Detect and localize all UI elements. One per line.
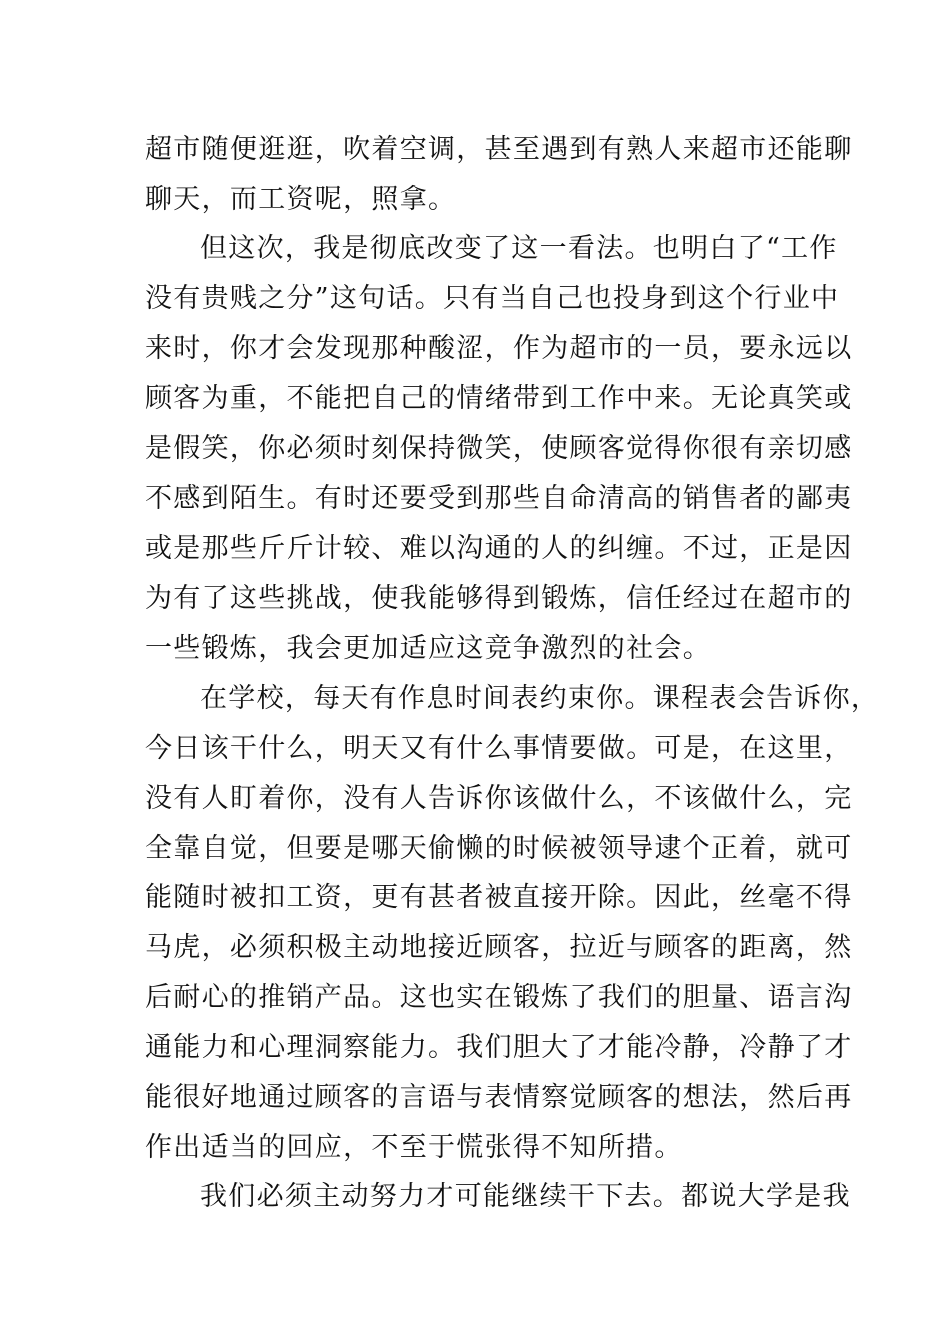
text-line-10: 为有了这些挑战，使我能够得到锻炼，信任经过在超市的 — [145, 583, 853, 614]
text-line-12: 在学校，每天有作息时间表约束你。课程表会告诉你， — [200, 683, 880, 714]
text-line-18: 后耐心的推销产品。这也实在锻炼了我们的胆量、语言沟 — [145, 982, 853, 1013]
text-line-19: 通能力和心理洞察能力。我们胆大了才能冷静，冷静了才 — [145, 1032, 853, 1063]
text-line-13: 今日该干什么，明天又有什么事情要做。可是，在这里， — [145, 733, 853, 764]
text-line-22: 我们必须主动努力才可能继续干下去。都说大学是我 — [200, 1181, 851, 1212]
text-line-8: 不感到陌生。有时还要受到那些自命清高的销售者的鄙夷 — [145, 483, 853, 514]
text-line-4: 没有贵贱之分”这句话。只有当自己也投身到这个行业中 — [145, 283, 840, 314]
text-line-17: 马虎，必须积极主动地接近顾客，拉近与顾客的距离，然 — [145, 932, 853, 963]
text-line-21: 作出适当的回应，不至于慌张得不知所措。 — [145, 1132, 683, 1163]
text-line-15: 全靠自觉，但要是哪天偷懒的时候被领导逮个正着，就可 — [145, 833, 853, 864]
text-line-1: 超市随便逛逛，吹着空调，甚至遇到有熟人来超市还能聊 — [145, 134, 853, 165]
text-line-3: 但这次，我是彻底改变了这一看法。也明白了“工作 — [200, 233, 838, 264]
text-line-2: 聊天，而工资呢，照拿。 — [145, 184, 457, 215]
text-line-14: 没有人盯着你，没有人告诉你该做什么，不该做什么，完 — [145, 783, 853, 814]
text-line-9: 或是那些斤斤计较、难以沟通的人的纠缠。不过，正是因 — [145, 533, 853, 564]
text-line-5: 来时，你才会发现那种酸涩，作为超市的一员，要永远以 — [145, 333, 853, 364]
text-line-11: 一些锻炼，我会更加适应这竞争激烈的社会。 — [145, 633, 711, 664]
text-line-16: 能随时被扣工资，更有甚者被直接开除。因此，丝毫不得 — [145, 882, 853, 913]
text-line-6: 顾客为重，不能把自己的情绪带到工作中来。无论真笑或 — [145, 383, 853, 414]
text-line-7: 是假笑，你必须时刻保持微笑，使顾客觉得你很有亲切感 — [145, 433, 853, 464]
text-line-20: 能很好地通过顾客的言语与表情察觉顾客的想法，然后再 — [145, 1082, 853, 1113]
